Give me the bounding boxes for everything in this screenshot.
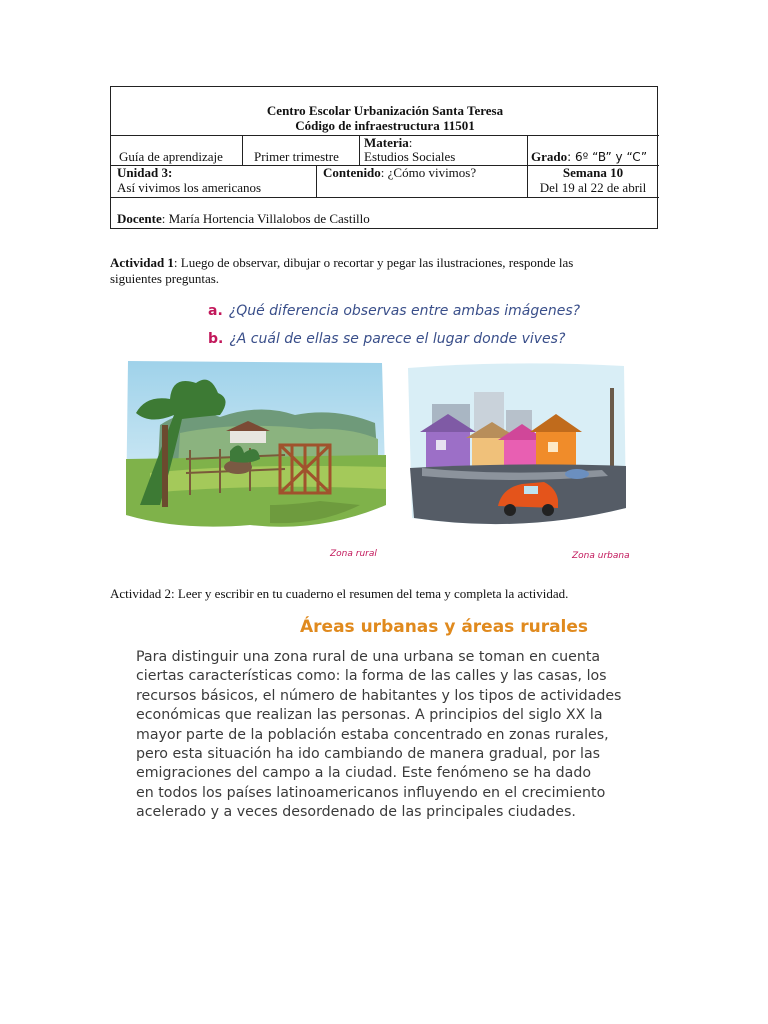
caption-urban: Zona urbana: [572, 551, 630, 561]
week-label: Semana 10: [562, 165, 624, 180]
activity-2: Actividad 2: Leer y escribir en tu cuaderno el resumen del tema y completa la actividad.: [110, 586, 569, 601]
activity-1-label: Actividad 1: [110, 255, 174, 270]
teacher-field: Docente: María Hortencia Villalobos de Castillo: [117, 211, 370, 226]
term-label: Primer trimestre: [254, 149, 339, 164]
question-b: b. ¿A cuál de ellas se parece el lugar donde vives?: [208, 331, 566, 347]
activity-1-text-continued: siguientes preguntas.: [110, 271, 220, 286]
grade-field: Grado: 6º “B” y “C”: [531, 149, 648, 164]
header-table: [110, 86, 658, 229]
subject-value: Estudios Sociales: [364, 149, 456, 164]
urban-illustration: [402, 358, 630, 538]
reading-line: recursos básicos, el número de habitantes y los tipos de actividades: [136, 687, 622, 704]
unit-title: Así vivimos los americanos: [117, 180, 262, 195]
table-rule: [242, 135, 243, 165]
subject-heading: Materia:: [364, 135, 413, 150]
infrastructure-code: Código de infraestructura 11501: [295, 118, 475, 133]
reading-line: emigraciones del campo a la ciudad. Este fenómeno se ha dado: [136, 765, 592, 782]
activity-1-text: : Luego de observar, dibujar o recortar y pegar las ilustraciones, responde las: [173, 255, 574, 270]
reading-line: económicas que realizan las personas. A principios del siglo XX la: [136, 707, 603, 724]
table-rule: [359, 135, 360, 165]
reading-line: ciertas características como: la forma de las calles y las casas, los: [136, 668, 607, 685]
unit-label: Unidad 3:: [117, 165, 173, 180]
table-rule: [316, 165, 317, 197]
table-rule: [111, 197, 659, 198]
school-name: Centro Escolar Urbanización Santa Teresa: [266, 103, 504, 118]
question-a: a. ¿Qué diferencia observas entre ambas imágenes?: [208, 303, 581, 319]
activity-1: [110, 255, 658, 287]
week-dates: Del 19 al 22 de abril: [539, 180, 647, 195]
reading-line: en todos los países latinoamericanos influyendo en el crecimiento: [136, 784, 606, 801]
content-field: Contenido: ¿Cómo vivimos?: [323, 165, 477, 180]
rural-illustration: [120, 355, 390, 540]
reading-line: mayor parte de la población estaba concentrado en zonas rurales,: [136, 726, 609, 743]
reading-line: acelerado y a veces desordenado de las principales ciudades.: [136, 804, 576, 821]
reading-passage: [136, 648, 636, 823]
reading-line: Para distinguir una zona rural de una urbana se toman en cuenta: [136, 649, 601, 665]
reading-title: Áreas urbanas y áreas rurales: [300, 617, 589, 637]
caption-rural: Zona rural: [330, 549, 377, 559]
guide-label: Guía de aprendizaje: [119, 149, 223, 164]
reading-line: pero esta situación ha ido cambiando de manera gradual, por las: [136, 746, 601, 763]
